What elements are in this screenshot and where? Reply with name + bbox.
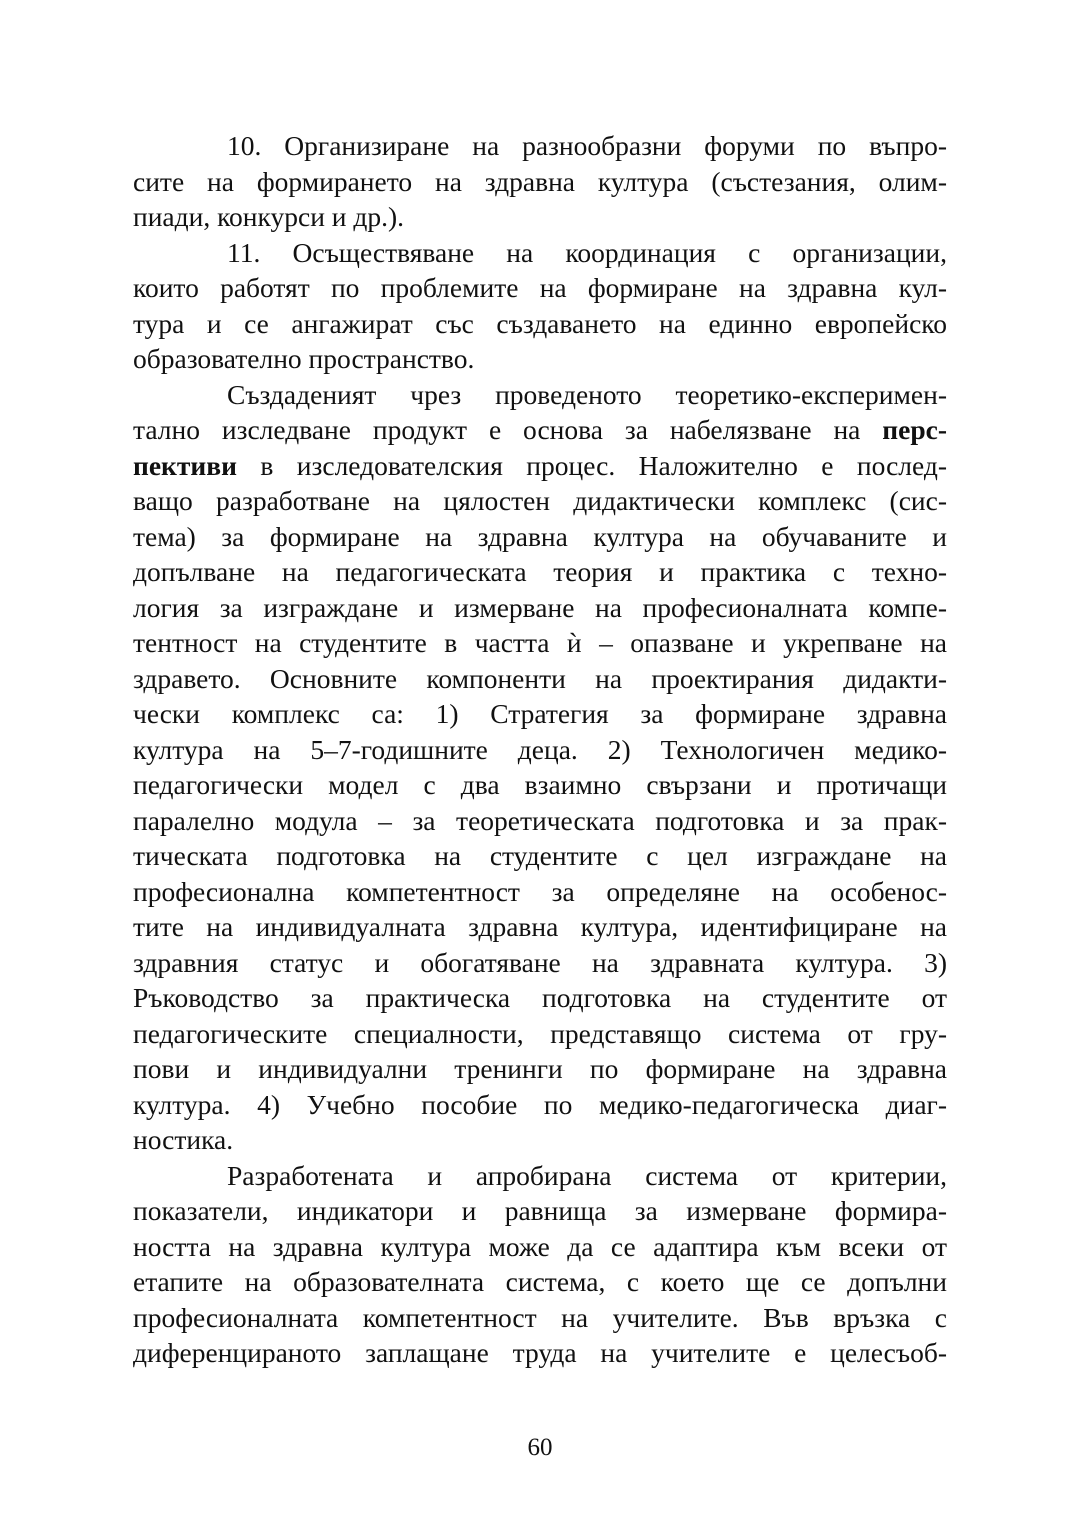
emphasis-perspectives: перс-	[882, 414, 947, 445]
text-line: педагогическите специалности, представящо система от гру-	[133, 1017, 947, 1049]
text-line: пови и индивидуални тренинги по формиране на здравна	[133, 1053, 947, 1084]
text-line: здравния статус и обогатяване на здравната култура. 3)	[133, 946, 947, 978]
text-line: тентност на студентите в частта ѝ – опазване и укрепване на	[133, 627, 947, 658]
text-line	[133, 412, 947, 448]
body-text	[133, 128, 947, 1371]
page-number: 60	[527, 1434, 553, 1461]
text-line: тема) за формиране на здравна култура на обучаваните и	[133, 520, 947, 552]
text-line: ността на здравна култура може да се адаптира към всеки от	[133, 1230, 947, 1262]
text-line: Ръководство за практическа подготовка на студентите от	[133, 982, 947, 1013]
paragraph-perspectives	[133, 377, 947, 1158]
text-line: образователно пространство.	[133, 343, 475, 374]
text-line: педагогически модел с два взаимно свързани и протичащи	[133, 769, 947, 800]
text-line: здравето. Основните компоненти на проектирания дидакти-	[133, 662, 947, 694]
text-line: Разработената и апробирана система от критерии,	[227, 1159, 947, 1191]
text-line: логия за изграждане и измерване на професионалната компе-	[133, 591, 947, 623]
paragraph-item-11	[133, 235, 947, 377]
text-line: 10. Организиране на разнообразни форуми по въпро-	[227, 130, 947, 161]
paragraph-criteria-system	[133, 1158, 947, 1371]
text-line: професионалната компетентност на учителите. Във връзка с	[133, 1301, 947, 1333]
text-fragment: в изследователския процес. Наложително е послед-	[236, 449, 947, 481]
text-line: чески комплекс са: 1) Стратегия за формиране здравна	[133, 698, 947, 729]
emphasis-perspectives: пективи	[133, 449, 237, 481]
text-fragment: тално изследване продукт е основа за набелязване на	[133, 414, 883, 445]
paragraph-item-10	[133, 128, 947, 235]
text-line: които работят по проблемите на формиране на здравна кул-	[133, 272, 947, 303]
text-line	[133, 448, 947, 484]
text-line: ностика.	[133, 1124, 234, 1155]
text-line: професионална компетентност за определяне на особенос-	[133, 875, 947, 907]
text-line: 11. Осъществяване на координация с организации,	[227, 236, 947, 268]
text-line: паралелно модула – за теоретическата подготовка и за прак-	[133, 804, 947, 836]
text-line: етапите на образователната система, с което ще се допълни	[133, 1266, 947, 1297]
text-line: тическата подготовка на студентите с цел изграждане на	[133, 840, 947, 871]
text-line: диференцираното заплащане труда на учителите е целесъоб-	[133, 1337, 947, 1368]
text-line: допълване на педагогическата теория и практика с техно-	[133, 556, 947, 587]
text-line: култура. 4) Учебно пособие по медико-педагогическа диаг-	[133, 1088, 947, 1120]
text-line: показатели, индикатори и равнища за измерване формира-	[133, 1195, 947, 1226]
text-line: култура на 5–7-годишните деца. 2) Технологичен медико-	[133, 733, 947, 765]
text-line: тите на индивидуалната здравна култура, идентифициране на	[133, 911, 947, 942]
text-line: Създаденият чрез проведеното теоретико-експеримен-	[227, 378, 947, 410]
text-line: пиади, конкурси и др.).	[133, 201, 405, 232]
text-line: тура и се ангажират със създаването на единно европейско	[133, 307, 947, 339]
text-line: сите на формирането на здравна култура (състезания, олим-	[133, 165, 947, 197]
text-line: ващо разработване на цялостен дидактически комплекс (сис-	[133, 485, 947, 516]
